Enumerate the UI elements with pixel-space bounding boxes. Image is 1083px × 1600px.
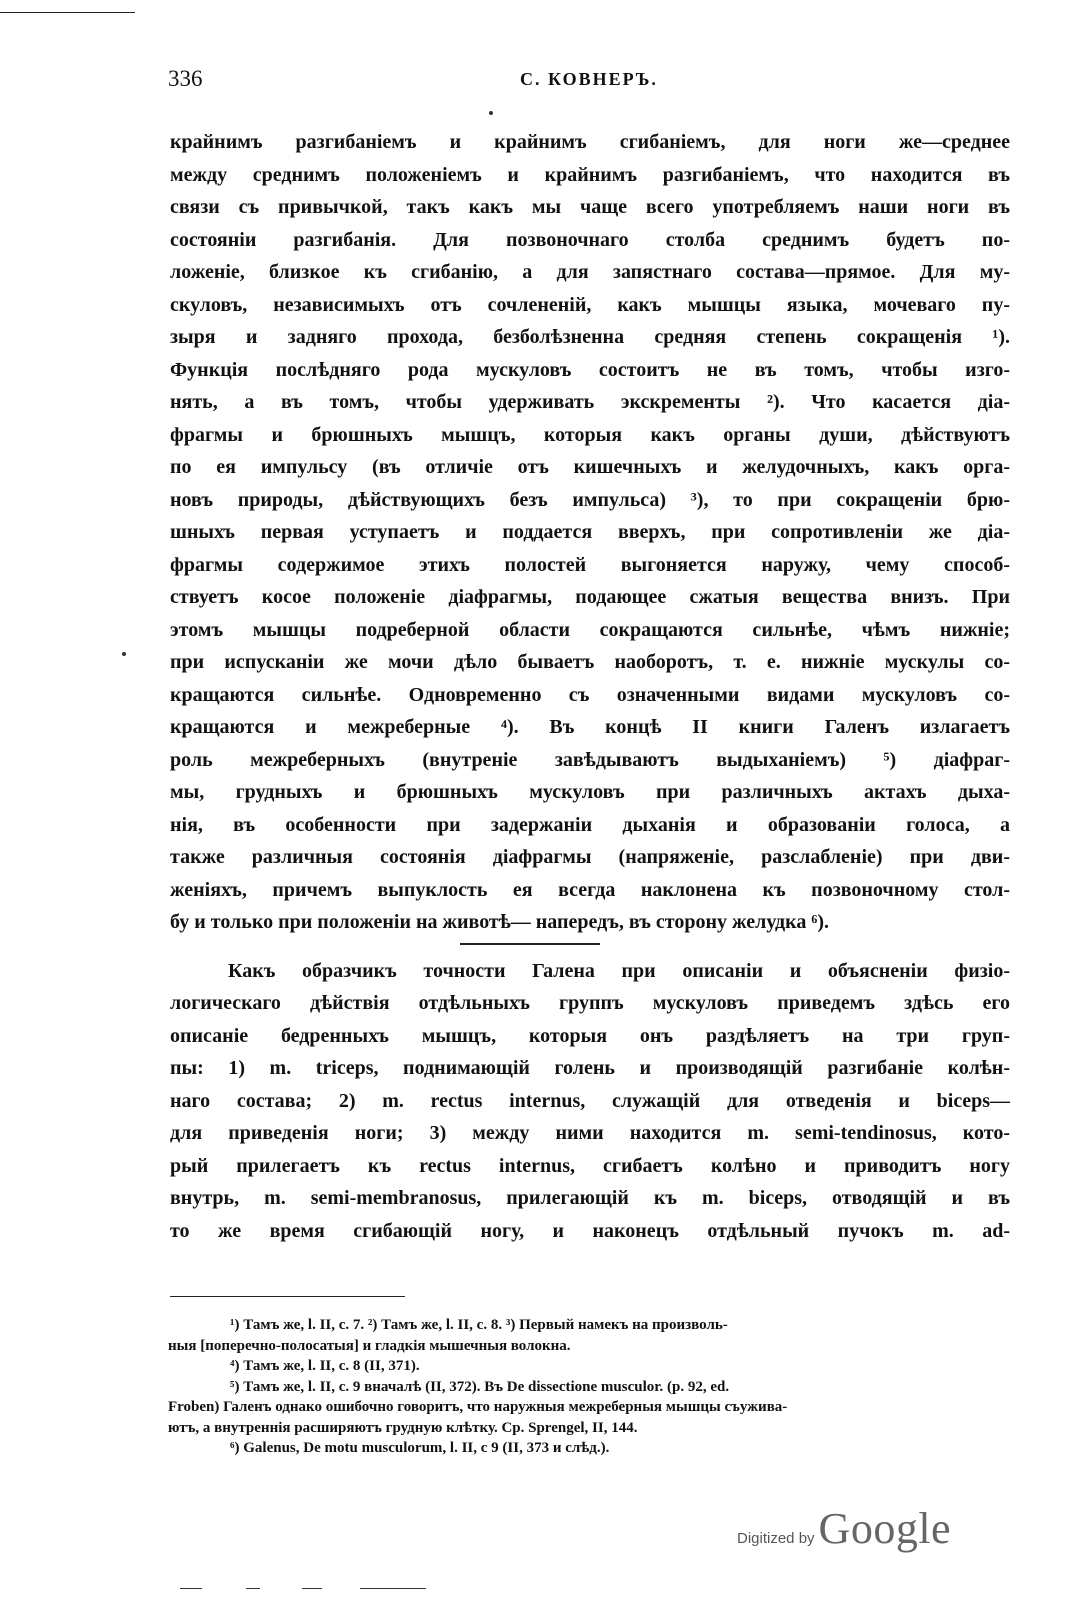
text-line: для приведенія ноги; 3) между ними находится m. semi-tendinosus, кото- bbox=[170, 1122, 1010, 1144]
text-line: мы, грудныхъ и брюшныхъ мускуловъ при различныхъ актахъ дыха- bbox=[170, 781, 1010, 803]
text-line: при испусканіи же мочи дѣло бываетъ наоборотъ, т. е. нижніе мускулы со- bbox=[170, 651, 1010, 673]
text-line: бу и только при положеніи на животѣ— напередъ, въ сторону желудка ⁶). bbox=[170, 911, 830, 933]
text-line: рый прилегаетъ къ rectus internus, сгибаетъ колѣно и приводитъ ногу bbox=[170, 1154, 1010, 1177]
digitized-by-label: Digitized by bbox=[737, 1530, 815, 1547]
footnote-line: ⁴) Тамъ же, l. II, c. 8 (II, 371). bbox=[230, 1358, 420, 1374]
footnote-rule bbox=[170, 1296, 405, 1297]
text-line: кращаются и межреберные ⁴). Въ концѣ II книги Галенъ излагаетъ bbox=[170, 716, 1010, 738]
scan-mark bbox=[246, 1588, 260, 1589]
text-line: описаніе бедренныхъ мышцъ, которыя онъ раздѣляетъ на три груп- bbox=[170, 1024, 1010, 1047]
text-line: состояніи разгибанія. Для позвоночнаго столба среднимъ будетъ по- bbox=[170, 228, 1010, 251]
text-line: по ея импульсу (въ отличіе отъ кишечныхъ и желудочныхъ, какъ орга- bbox=[170, 456, 1010, 478]
text-line: этомъ мышцы подреберной области сокращаются сильнѣе, чѣмъ нижніе; bbox=[170, 618, 1010, 641]
footnotes bbox=[168, 1315, 1010, 1459]
page-header bbox=[168, 66, 1010, 96]
speck bbox=[122, 652, 126, 656]
paragraph bbox=[170, 126, 1010, 939]
speck bbox=[489, 111, 493, 115]
scan-mark bbox=[302, 1588, 322, 1589]
google-logo: Google bbox=[818, 1504, 952, 1553]
text-line: ложеніе, близкое къ сгибанію, а для запястнаго состава—прямое. Для му- bbox=[170, 261, 1010, 283]
text-line: фрагмы содержимое этихъ полостей выгоняется наружу, чему способ- bbox=[170, 553, 1010, 576]
text-line: связи съ привычкой, такъ какъ мы чаще всего употребляемъ наши ноги въ bbox=[170, 196, 1010, 218]
text-line: ствуетъ косое положеніе діафрагмы, подающее сжатыя вещества внизъ. При bbox=[170, 586, 1010, 608]
text-line: наго состава; 2) m. rectus internus, служащій для отведенія и biceps— bbox=[170, 1089, 1010, 1112]
text-line: роль межреберныхъ (внутреніе завѣдываютъ выдыханіемъ) ⁵) діафраг- bbox=[170, 748, 1010, 771]
text-line: скуловъ, независимыхъ отъ сочлененій, какъ мышцы языка, мочеваго пу- bbox=[170, 293, 1010, 316]
footnote-line: ныя [поперечно-полосатыя] и гладкія мышечныя волокна. bbox=[168, 1337, 571, 1354]
footnote-line: Froben) Галенъ однако ошибочно говоритъ, что наружныя межреберныя мышцы съуживa- bbox=[168, 1399, 788, 1415]
text-line: Какъ образчикъ точности Галена при описаніи и объясненіи физіо- bbox=[228, 959, 1010, 982]
text-line: также различныя состоянія діафрагмы (напряженіе, разслабленіе) при дви- bbox=[170, 846, 1010, 868]
top-rule bbox=[0, 12, 135, 13]
text-line: пы: 1) m. triceps, поднимающій голень и производящій разгибаніе колѣн- bbox=[170, 1057, 1010, 1079]
scan-mark bbox=[360, 1588, 426, 1589]
page-number: 336 bbox=[168, 66, 203, 91]
text-line: женіяхъ, причемъ выпуклость ея всегда наклонена къ позвоночному стол- bbox=[170, 878, 1010, 901]
text-line: фрагмы и брюшныхъ мышцъ, которыя какъ органы души, дѣйствуютъ bbox=[170, 423, 1010, 446]
text-line: новъ природы, дѣйствующихъ безъ импульса) ³), то при сокращеніи брю- bbox=[170, 488, 1010, 511]
bottom-scan-marks bbox=[180, 1588, 480, 1592]
body-text bbox=[170, 126, 1010, 1247]
text-line: нять, а въ томъ, чтобы удерживать экскременты ²). Что касается діа- bbox=[170, 391, 1010, 413]
footnote-line: ⁶) Galenus, De motu musculorum, l. II, c 9 (II, 373 и слѣд.). bbox=[230, 1440, 610, 1456]
digitized-by-google-watermark bbox=[737, 1503, 951, 1554]
paragraph bbox=[170, 955, 1010, 1248]
footnote-line: ¹) Тамъ же, l. II, c. 7. ²) Тамъ же, l. II, c. 8. ³) Первый намекъ на произволь- bbox=[230, 1317, 728, 1333]
text-line: зыря и задняго прохода, безболѣзненна средняя степень сокращенія ¹). bbox=[170, 326, 1010, 348]
text-line: Функція послѣдняго рода мускуловъ состоитъ не въ томъ, чтобы изго- bbox=[170, 358, 1010, 381]
text-line: то же время сгибающій ногу, и наконецъ отдѣльный пучокъ m. ad- bbox=[170, 1219, 1010, 1242]
footnote-line: ⁵) Тамъ же, l. II, c. 9 вначалѣ (II, 372). Въ De dissectione musculor. (p. 92, ed. bbox=[230, 1378, 730, 1395]
text-line: кращаются сильнѣе. Одновременно съ означенными видами мускуловъ со- bbox=[170, 683, 1010, 706]
text-line: нія, въ особенности при задержаніи дыханія и образованіи голоса, а bbox=[170, 813, 1010, 836]
text-line: между среднимъ положеніемъ и крайнимъ разгибаніемъ, что находится въ bbox=[170, 163, 1010, 186]
paragraph-divider bbox=[460, 943, 600, 945]
text-line: логическаго дѣйствія отдѣльныхъ группъ мускуловъ приведемъ здѣсь его bbox=[170, 992, 1010, 1014]
scan-mark bbox=[180, 1588, 202, 1589]
text-line: внутрь, m. semi-membranosus, прилегающій къ m. biceps, отводящій и въ bbox=[170, 1187, 1010, 1209]
text-line: шныхъ первая уступаетъ и поддается вверхъ, при сопротивленіи же діа- bbox=[170, 521, 1010, 543]
footnote-line: ютъ, а внутреннія расширяютъ грудную клѣтку. Ср. Sprengel, II, 144. bbox=[168, 1419, 638, 1436]
running-head: С. КОВНЕРЪ. bbox=[520, 69, 658, 89]
text-line: крайнимъ разгибаніемъ и крайнимъ сгибаніемъ, для ноги же—среднее bbox=[170, 131, 1010, 153]
